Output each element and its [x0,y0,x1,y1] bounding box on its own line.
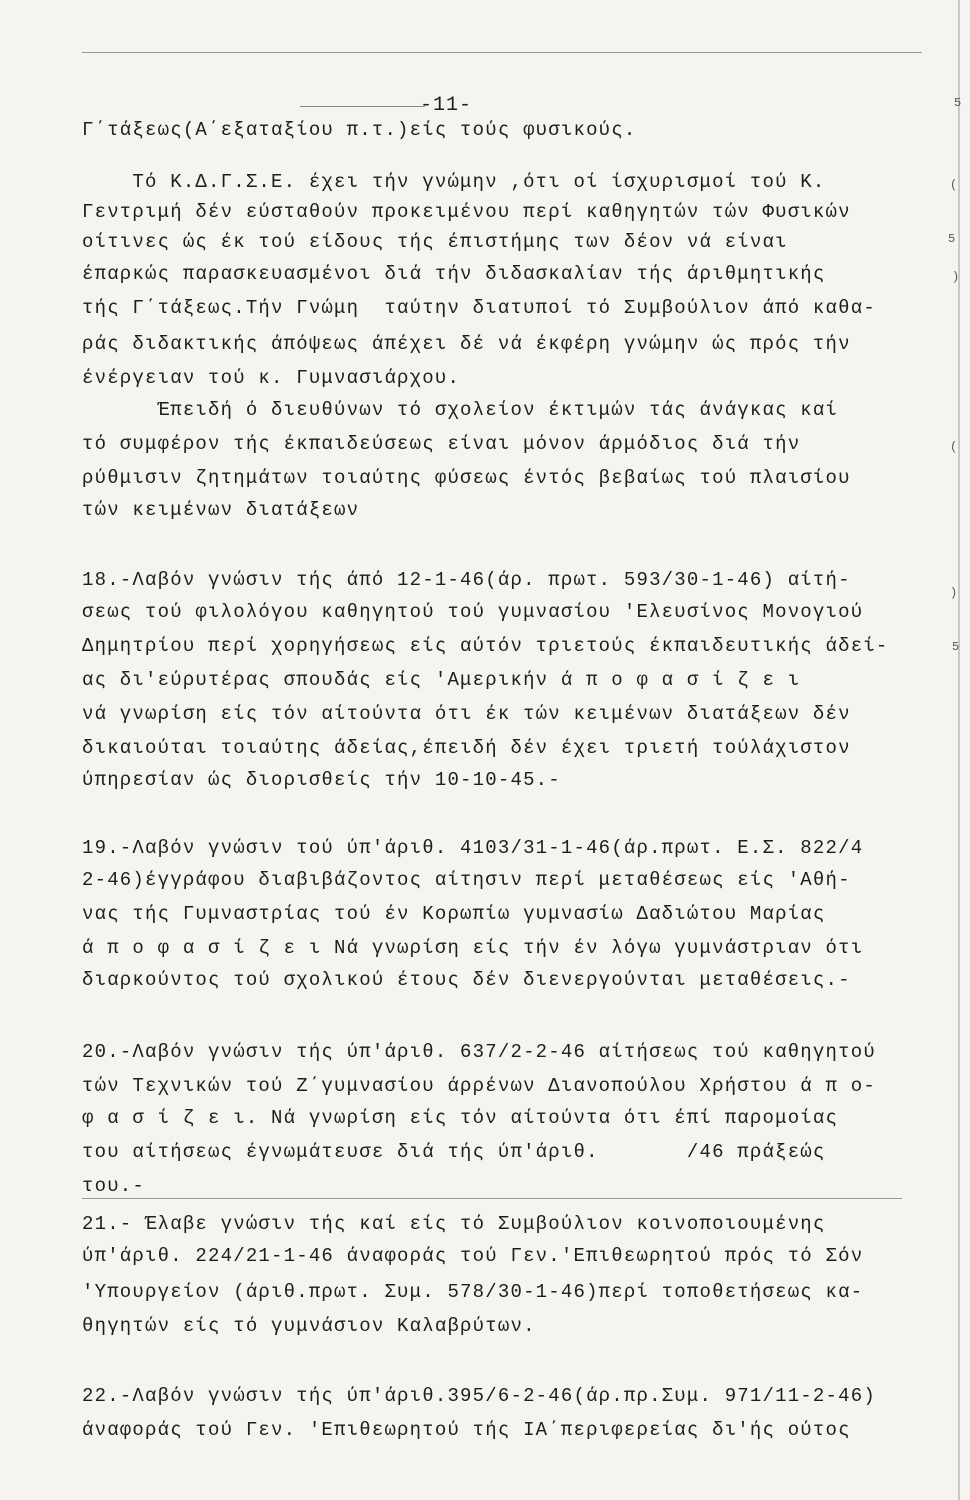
text-line: του.- [82,1175,146,1197]
text-line: φ α σ ί ζ ε ι. Νά γνωρίση είς τόν αίτούντα ότι έπί παρομοίας [82,1107,839,1129]
text-line: Γ΄τάξεως(Α΄εξαταξίου π.τ.)είς τούς φυσικούς. [82,119,637,141]
margin-mark: 5 [954,96,962,110]
text-line: Γεντριμή δέν εύσταθούν προκειμένου περί καθηγητών τών Φυσικών [82,201,851,223]
text-line: 20.-Λαβόν γνώσιν τής ύπ'άριθ. 637/2-2-46 αίτήσεως τού καθηγητού [82,1041,876,1063]
text-line: ας δι'εύρυτέρας σπουδάς είς 'Αμερικήν ά π ο φ α σ ί ζ ε ι [82,669,801,691]
text-line: ρύθμισιν ζητημάτων τοιαύτης φύσεως έντός βεβαίως τού πλαισίου [82,467,851,489]
separator-rule [82,1198,902,1199]
text-line: 'Υπουργείον (άριθ.πρωτ. Συμ. 578/30-1-46)περί τοποθετήσεως κα- [82,1281,864,1303]
margin-mark: ( [950,440,958,454]
text-line: διαρκούντος τού σχολικού έτους δέν διενεργούνται μεταθέσεις.- [82,969,851,991]
margin-mark: ) [952,270,960,284]
text-line: ένέργειαν τού κ. Γυμνασιάρχου. [82,367,461,389]
page-number-rule [300,106,425,107]
text-line: 21.- Έλαβε γνώσιν τής καί είς τό Συμβούλιον κοινοποιουμένης [82,1213,826,1235]
text-line: τών Τεχνικών τού Ζ΄γυμνασίου άρρένων Διανοπούλου Χρήστου ά π ο- [82,1075,876,1097]
text-line: άναφοράς τού Γεν. 'Επιθεωρητού τής ΙΑ΄περιφερείας δι'ής ούτος [82,1419,851,1441]
text-line: ύπ'άριθ. 224/21-1-46 άναφοράς τού Γεν.'Επιθεωρητού πρός τό Σόν [82,1245,864,1267]
text-line: ύπηρεσίαν ώς διορισθείς τήν 10-10-45.- [82,769,561,791]
text-line: νά γνωρίση είς τόν αίτούντα ότι έκ τών κειμένων διατάξεων δέν [82,703,851,725]
text-line: 22.-Λαβόν γνώσιν τής ύπ'άριθ.395/6-2-46(άρ.πρ.Συμ. 971/11-2-46) [82,1385,876,1407]
margin-mark: ) [950,586,958,600]
text-line: Δημητρίου περί χορηγήσεως είς αύτόν τριετούς έκπαιδευτικής άδεί- [82,635,889,657]
text-line: ά π ο φ α σ ί ζ ε ι Νά γνωρίση είς τήν έν λόγω γυμνάστριαν ότι [82,937,864,959]
text-line: έπαρκώς παρασκευασμένοι διά τήν διδασκαλίαν τής άριθμητικής [82,263,826,285]
text-line: τών κειμένων διατάξεων [82,499,360,521]
text-line: Τό Κ.Δ.Γ.Σ.Ε. έχει τήν γνώμην ,ότι οί ίσχυρισμοί τού Κ. [82,171,826,193]
text-line: του αίτήσεως έγνωμάτευσε διά τής ύπ'άριθ. /46 πράξεώς [82,1141,826,1163]
text-line: Έπειδή ό διευθύνων τό σχολείον έκτιμών τάς άνάγκας καί [82,399,839,421]
text-line: νας τής Γυμναστρίας τού έν Κορωπίω γυμνασίω Δαδιώτου Μαρίας [82,903,826,925]
text-line: 2-46)έγγράφου διαβιβάζοντος αίτησιν περί μεταθέσεως είς 'Αθή- [82,869,851,891]
text-line: ράς διδακτικής άπόψεως άπέχει δέ νά έκφέρη γνώμην ώς πρός τήν [82,333,851,355]
text-line: 18.-Λαβόν γνώσιν τής άπό 12-1-46(άρ. πρωτ. 593/30-1-46) αίτή- [82,569,851,591]
text-line: οίτινες ώς έκ τού είδους τής έπιστήμης των δέον νά είναι [82,231,788,253]
text-line: τής Γ΄τάξεως.Τήν Γνώμη ταύτην διατυποί τό Συμβούλιον άπό καθα- [82,297,876,319]
margin-mark: 5 [952,640,960,654]
text-line: 19.-Λαβόν γνώσιν τού ύπ'άριθ. 4103/31-1-46(άρ.πρωτ. Ε.Σ. 822/4 [82,837,864,859]
page-edge [958,0,960,1500]
text-line: θηγητών είς τό γυμνάσιον Καλαβρύτων. [82,1315,536,1337]
text-line: τό συμφέρον τής έκπαιδεύσεως είναι μόνον άρμόδιος διά τήν [82,433,801,455]
margin-mark: 5 [948,232,956,246]
text-line: δικαιούται τοιαύτης άδείας,έπειδή δέν έχει τριετή τούλάχιστον [82,737,851,759]
text-line: σεως τού φιλολόγου καθηγητού τού γυμνασίου 'Ελευσίνος Μονογιού [82,601,864,623]
top-rule [82,52,922,53]
page-number: -11- [420,94,473,117]
margin-mark: ( [950,178,958,192]
